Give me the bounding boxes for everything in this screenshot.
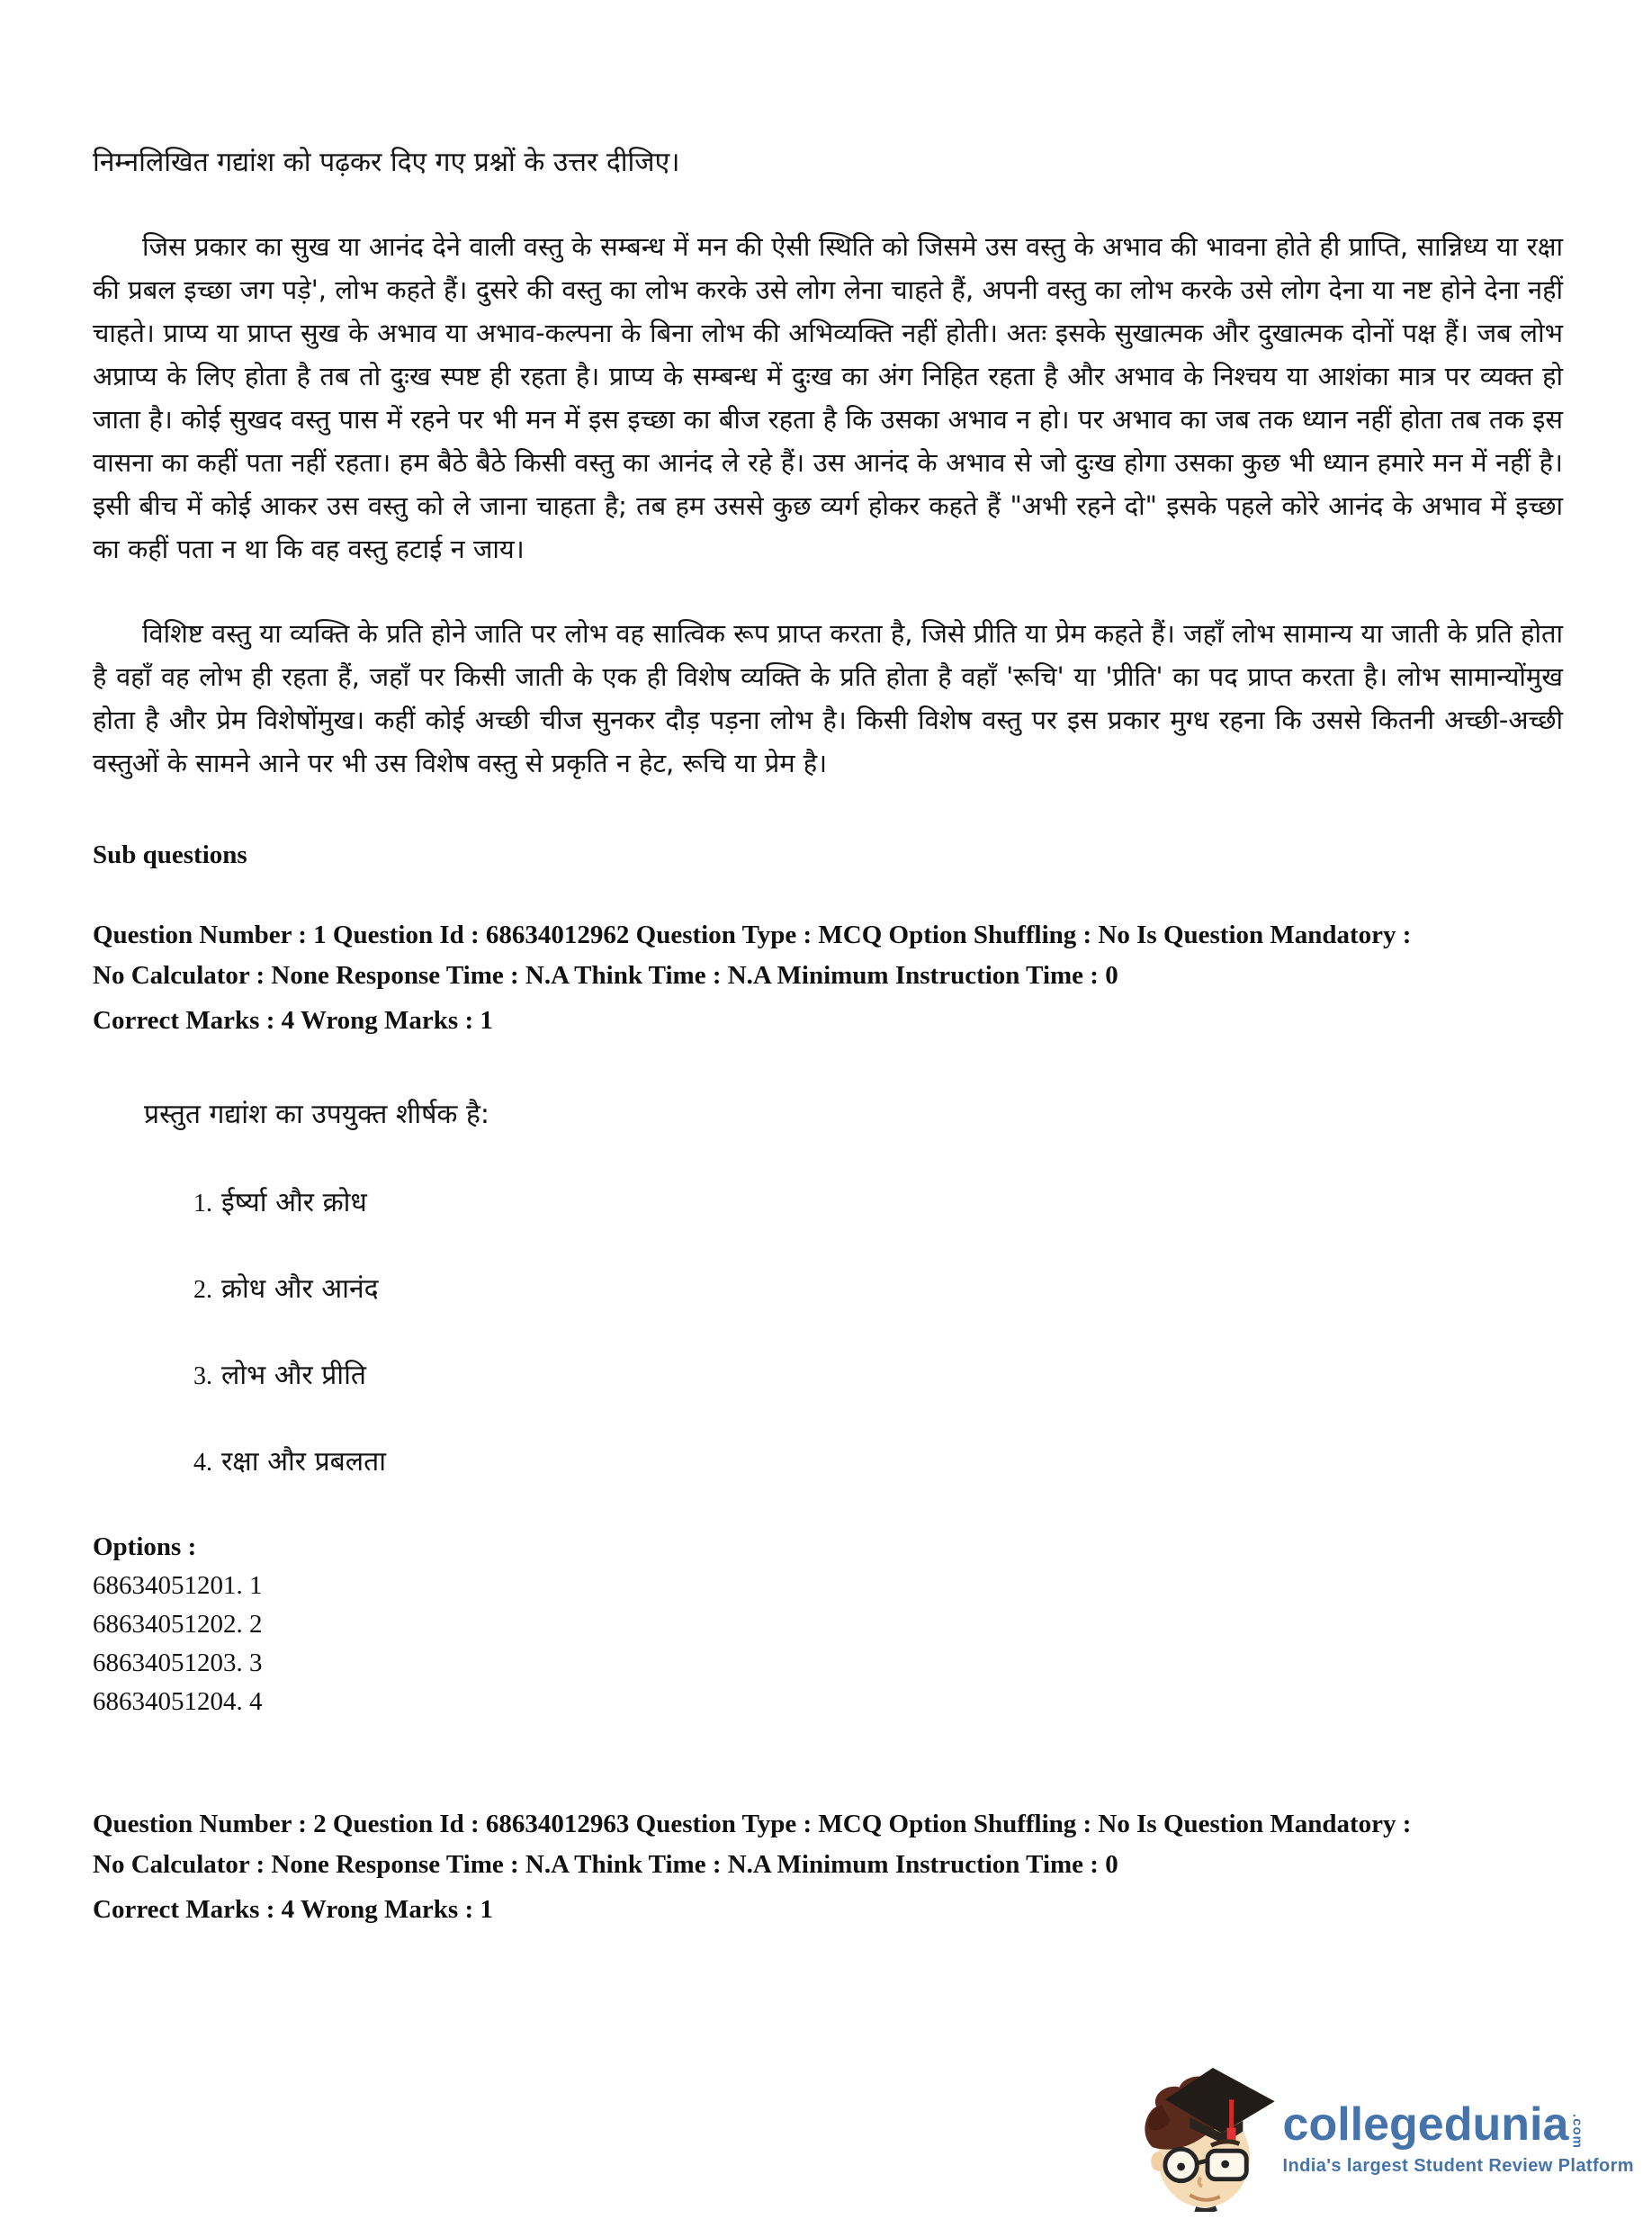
question-1-block: [93, 915, 1563, 1721]
choice-3-text: लोभ और प्रीति: [221, 1360, 366, 1391]
exam-page: [93, 0, 1563, 1930]
choice-4-text: रक्षा और प्रबलता: [221, 1446, 386, 1478]
question-2-marks: Correct Marks : 4 Wrong Marks : 1: [93, 1895, 493, 1924]
choice-2: [193, 1268, 1563, 1312]
question-1-choices: [193, 1181, 1563, 1485]
question-2-block: [93, 1804, 1563, 1930]
passage-instruction: निम्नलिखित गद्यांश को पढ़कर दिए गए प्रश्नों के उत्तर दीजिए।: [93, 147, 680, 178]
collegedunia-wordmark: collegedunia: [1282, 2098, 1569, 2151]
option-id-1: 68634051201. 1: [93, 1571, 263, 1600]
question-2-meta-line-1: Question Number : 2 Question Id : 68634012963 Question Type : MCQ Option Shuffling : No Is Question Mandatory :: [93, 1810, 1412, 1838]
choice-3-number: 3.: [193, 1362, 212, 1390]
question-1-text: प्रस्तुत गद्यांश का उपयुक्त शीर्षक है:: [144, 1099, 490, 1130]
collegedunia-tld: .com: [1569, 2113, 1585, 2149]
collegedunia-mascot-icon: [1143, 2066, 1278, 2212]
choice-4: [193, 1441, 1563, 1485]
question-1-meta-line-2: No Calculator : None Response Time : N.A Think Time : N.A Minimum Instruction Time : 0: [93, 961, 1118, 990]
choice-1-number: 1.: [193, 1190, 212, 1217]
collegedunia-tagline: India's largest Student Review Platform: [1282, 2156, 1634, 2176]
passage-paragraph-1: जिस प्रकार का सुख या आनंद देने वाली वस्तु के सम्बन्ध में मन की ऐसी स्थिति को जिसमे उस वस्तु के अभाव की भावना होते ही प्राप्ति, सान्निध्य या रक्षा की प्रबल इच्छा जग पड़े', लोभ कहते हैं। दुसरे की वस्तु का लोभ करके उसे लोग लेना चाहते हैं, अपनी वस्तु का लोभ करके उसे लोग देना या नष्ट होने देना नहीं चाहते। प्राप्य या प्राप्त सुख के अभाव या अभाव-कल्पना के बिना लोभ की अभिव्यक्ति नहीं होती। अतः इसके सुखात्मक और दुखात्मक दोनों पक्ष हैं। जब लोभ अप्राप्य के लिए होता है तब तो दुःख स्पष्ट ही रहता है। प्राप्य के सम्बन्ध में दुःख का अंग निहित रहता है और अभाव के निश्चय या आशंका मात्र पर व्यक्त हो जाता है। कोई सुखद वस्तु पास में रहने पर भी मन में इस इच्छा का बीज रहता है कि उसका अभाव न हो। पर अभाव का जब तक ध्यान नहीं होता तब तक इस वासना का कहीं पता नहीं रहता। हम बैठे बैठे किसी वस्तु का आनंद ले रहे हैं। उस आनंद के अभाव से जो दुःख होगा उसका कुछ भी ध्यान हमारे मन में नहीं है। इसी बीच में कोई आकर उस वस्तु को ले जाना चाहता है; तब हम उससे कुछ व्यर्ग होकर कहते हैं "अभी रहने दो" इसके पहले कोरे आनंद के अभाव में इच्छा का कहीं पता न था कि वह वस्तु हटाई न जाय।: [93, 231, 1563, 564]
collegedunia-logo: [1143, 2066, 1634, 2212]
choice-1: [193, 1181, 1563, 1226]
sub-questions-label: Sub questions: [93, 840, 247, 869]
choice-4-number: 4.: [193, 1449, 212, 1477]
option-id-4: 68634051204. 4: [93, 1687, 263, 1716]
question-1-meta-line-1: Question Number : 1 Question Id : 68634012962 Question Type : MCQ Option Shuffling : No Is Question Mandatory :: [93, 921, 1412, 949]
choice-3: [193, 1354, 1563, 1398]
choice-2-text: क्रोध और आनंद: [221, 1273, 379, 1305]
option-id-3: 68634051203. 3: [93, 1649, 263, 1677]
options-label: Options :: [93, 1532, 197, 1561]
choice-1-text: ईर्ष्या और क्रोध: [221, 1187, 367, 1218]
passage-paragraph-2: विशिष्ट वस्तु या व्यक्ति के प्रति होने जाति पर लोभ वह सात्विक रूप प्राप्त करता है, जिसे प्रीति या प्रेम कहते हैं। जहाँ लोभ सामान्य या जाती के प्रति होता है वहाँ वह लोभ ही रहता हैं, जहाँ पर किसी जाती के एक ही विशेष व्यक्ति के प्रति होता है वहाँ 'रूचि' या 'प्रीति' का पद प्राप्त करता है। लोभ सामान्योंमुख होता है और प्रेम विशेषोंमुख। कहीं कोई अच्छी चीज सुनकर दौड़ पड़ना लोभ है। किसी विशेष वस्तु पर इस प्रकार मुग्ध रहना कि उससे कितनी अच्छी-अच्छी वस्तुओं के सामने आने पर भी उस विशेष वस्तु से प्रकृति न हेट, रूचि या प्रेम है।: [93, 618, 1564, 778]
question-2-meta-line-2: No Calculator : None Response Time : N.A Think Time : N.A Minimum Instruction Time : 0: [93, 1850, 1118, 1879]
question-1-marks: Correct Marks : 4 Wrong Marks : 1: [93, 1006, 493, 1035]
choice-2-number: 2.: [193, 1276, 212, 1304]
option-id-2: 68634051202. 2: [93, 1610, 263, 1639]
